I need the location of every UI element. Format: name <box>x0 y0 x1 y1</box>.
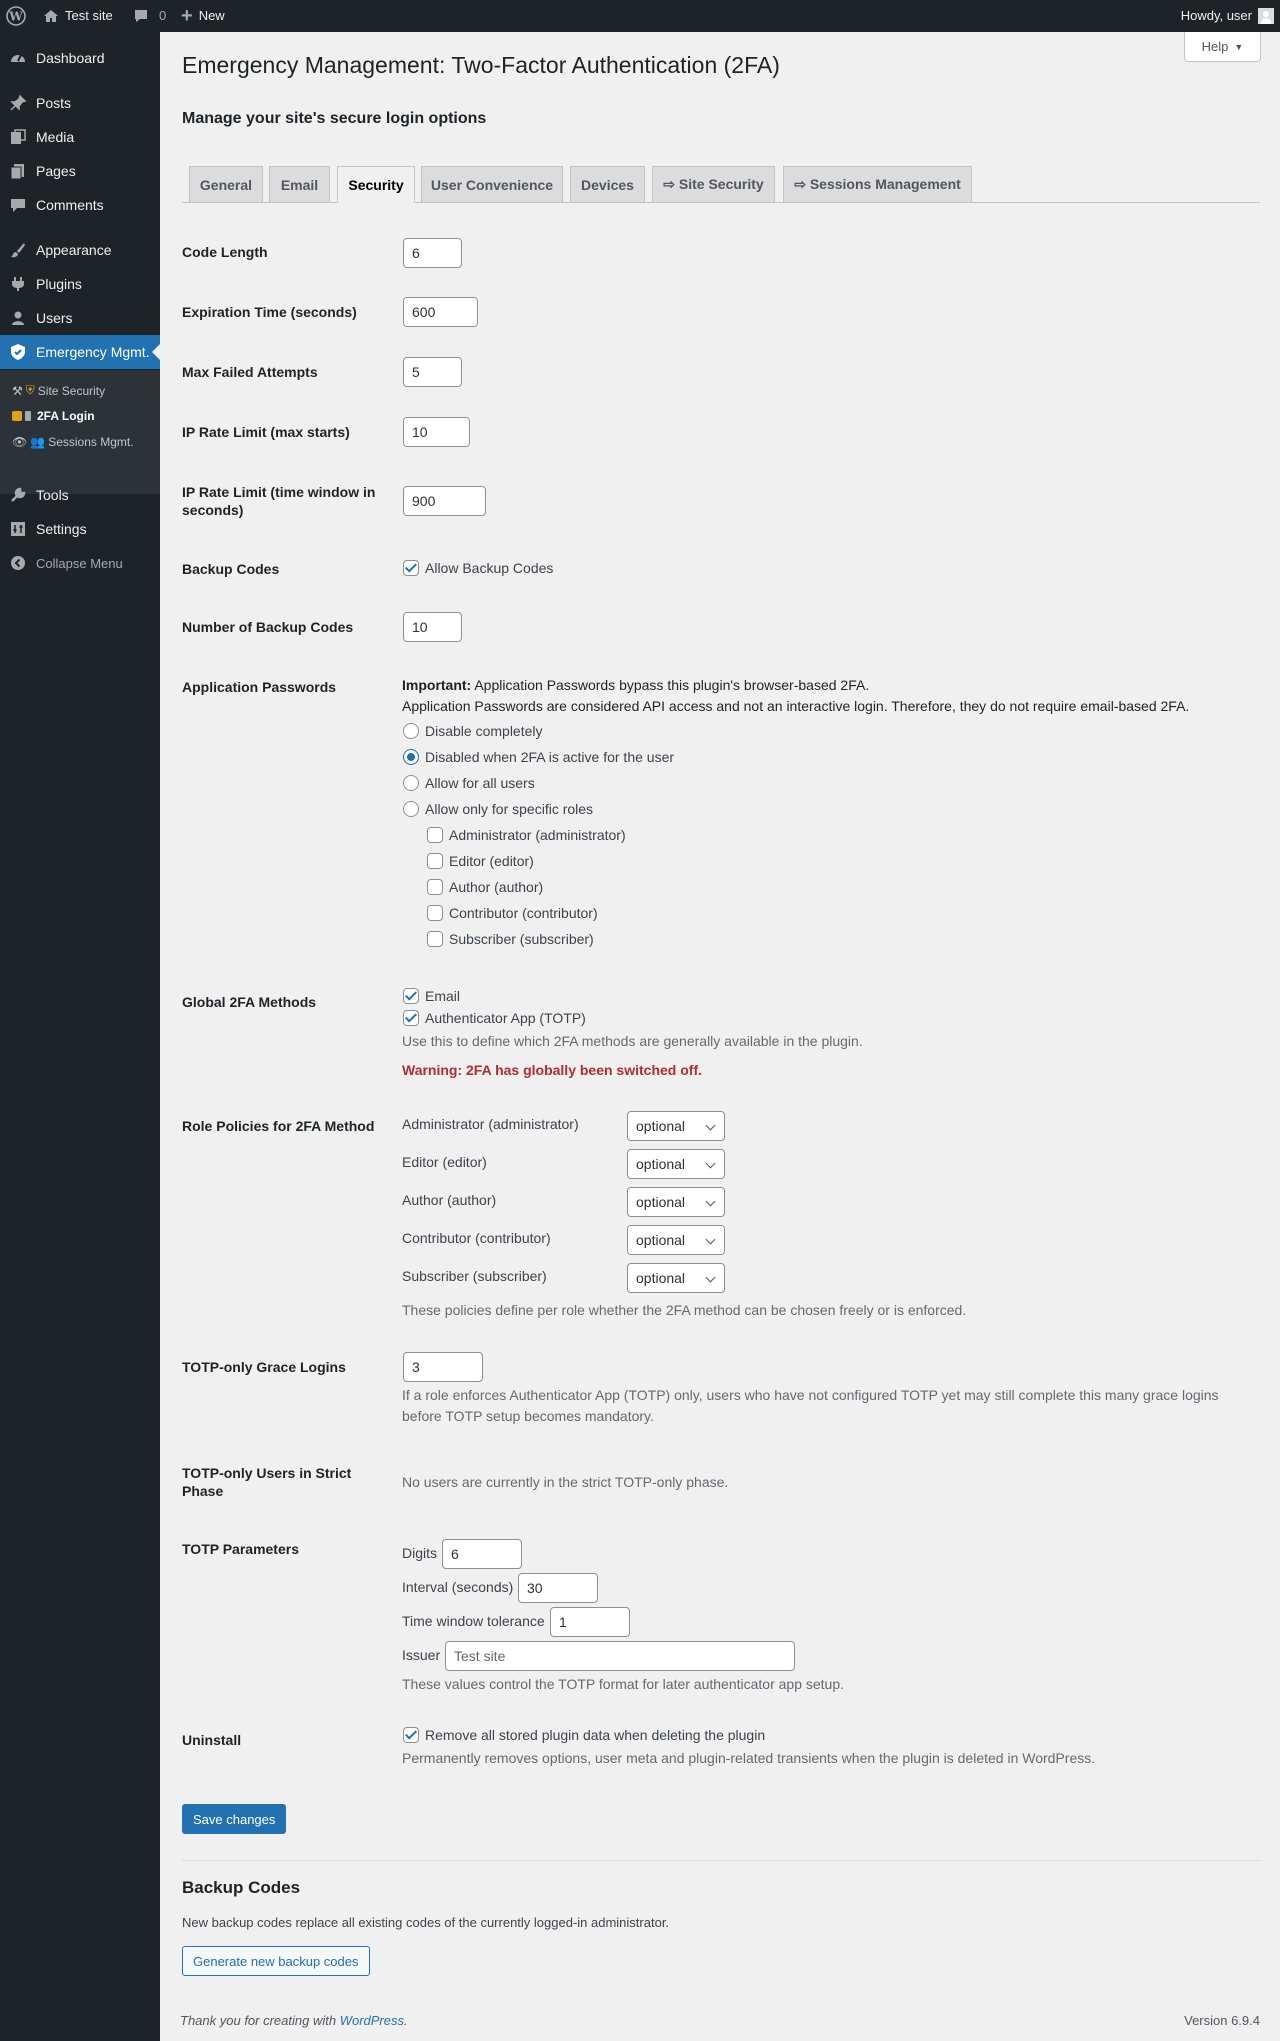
tolerance-input[interactable]: 1 <box>550 1607 630 1637</box>
important-text: Application Passwords bypass this plugin's browser-based 2FA. <box>471 677 870 693</box>
uninstall-checkbox-label: Remove all stored plugin data when deleting the plugin <box>425 1727 766 1743</box>
role-policies-desc: These policies define per role whether the 2FA method can be chosen freely or is enforced. <box>402 1302 967 1318</box>
tab-bar <box>182 166 1260 203</box>
ip-rate-window-input[interactable]: 900 <box>403 486 486 516</box>
new-content-link[interactable] <box>181 0 225 32</box>
digits-label: Digits <box>402 1545 438 1561</box>
strict-label-line2: Phase <box>182 1483 224 1500</box>
footer-version: Version 6.9.4 <box>1184 2013 1260 2028</box>
comments-link[interactable] <box>133 0 166 32</box>
code-length-input[interactable]: 6 <box>403 238 462 268</box>
menu-plugins[interactable] <box>0 267 160 301</box>
policy-select-editor[interactable]: optional <box>627 1149 725 1179</box>
svg-text:W: W <box>9 9 23 24</box>
code-length-label: Code Length <box>182 244 268 260</box>
app-passwords-note: Application Passwords are considered API access and not an interactive login. Therefore, they do not require email-based 2FA. <box>402 698 1190 714</box>
tab-general[interactable]: General <box>189 166 263 202</box>
radio-allow-specific-label: Allow only for specific roles <box>425 801 594 817</box>
footer-thanks <box>180 2013 408 2028</box>
menu-posts-label: Posts <box>36 95 72 111</box>
paintbrush-icon <box>0 241 36 259</box>
policy-role-subscriber: Subscriber (subscriber) <box>402 1268 547 1284</box>
totp-params-desc: These values control the TOTP format for later authenticator app setup. <box>402 1676 845 1692</box>
menu-tools-label: Tools <box>36 487 69 503</box>
menu-comments-label: Comments <box>36 197 104 213</box>
menu-appearance[interactable] <box>0 233 160 267</box>
save-changes-button[interactable]: Save changes <box>182 1804 286 1834</box>
role-checkbox-contributor[interactable] <box>427 905 443 921</box>
menu-media[interactable] <box>0 120 160 154</box>
tools-icon: ⚒ <box>12 383 23 398</box>
menu-emergency-mgmt[interactable] <box>0 335 160 369</box>
plugins-icon <box>0 275 36 293</box>
wordpress-link[interactable]: WordPress <box>339 2013 404 2028</box>
backup-codes-label: Backup Codes <box>182 561 280 577</box>
my-account-link[interactable] <box>1181 0 1274 32</box>
menu-appearance-label: Appearance <box>36 242 112 258</box>
menu-tools[interactable] <box>0 478 160 512</box>
tab-security[interactable]: Security <box>337 166 415 203</box>
wordpress-logo-icon[interactable] <box>6 0 26 32</box>
policy-select-contributor[interactable]: optional <box>627 1225 725 1255</box>
method-totp-checkbox[interactable] <box>403 1010 419 1026</box>
method-email-label: Email <box>425 988 461 1004</box>
menu-media-label: Media <box>36 129 75 145</box>
policy-select-author[interactable]: optional <box>627 1187 725 1217</box>
phone-icon <box>25 411 31 421</box>
submenu-sessions[interactable] <box>12 435 134 449</box>
role-checkbox-administrator-label: Administrator (administrator) <box>449 827 626 843</box>
comments-icon <box>0 196 36 214</box>
grace-logins-input[interactable]: 3 <box>403 1352 483 1382</box>
menu-dashboard[interactable] <box>0 41 160 75</box>
digits-input[interactable]: 6 <box>442 1539 522 1569</box>
help-button[interactable] <box>1184 32 1261 62</box>
media-icon <box>0 128 36 146</box>
uninstall-desc: Permanently removes options, user meta and plugin-related transients when the plugin is deleted in WordPress. <box>402 1750 1096 1766</box>
role-checkbox-contributor-label: Contributor (contributor) <box>449 905 598 921</box>
eye-icon: 👁 <box>12 435 28 449</box>
plus-icon: + <box>181 5 193 27</box>
page-subtitle: Manage your site's secure login options <box>182 110 487 127</box>
allow-backup-codes-checkbox[interactable] <box>403 560 419 576</box>
submenu-site-security[interactable] <box>12 383 105 398</box>
backup-codes-desc: New backup codes replace all existing codes of the currently logged-in administrator. <box>182 1915 670 1930</box>
submenu-sessions-label: Sessions Mgmt. <box>48 435 134 449</box>
collapse-menu-button[interactable] <box>0 546 160 580</box>
method-email-checkbox[interactable] <box>403 988 419 1004</box>
policy-select-administrator[interactable]: optional <box>627 1111 725 1141</box>
important-label: Important: <box>402 677 472 693</box>
radio-allow-all[interactable] <box>403 775 419 791</box>
settings-icon <box>0 520 36 538</box>
collapse-menu-label: Collapse Menu <box>36 555 123 571</box>
role-checkbox-author[interactable] <box>427 879 443 895</box>
comment-icon <box>133 8 149 24</box>
emergency-submenu <box>0 370 160 494</box>
tab-site-security[interactable]: ⇨ Site Security <box>652 166 775 202</box>
role-checkbox-author-label: Author (author) <box>449 879 544 895</box>
menu-comments[interactable] <box>0 188 160 222</box>
radio-allow-specific[interactable] <box>403 801 419 817</box>
footer-thanks-text: Thank you for creating with <box>180 2013 340 2028</box>
tab-devices[interactable]: Devices <box>570 166 645 202</box>
radio-disable-completely-label: Disable completely <box>425 723 543 739</box>
tolerance-label: Time window tolerance <box>402 1613 545 1629</box>
menu-settings[interactable] <box>0 512 160 546</box>
site-name: Test site <box>65 8 113 23</box>
menu-settings-label: Settings <box>36 521 87 537</box>
generate-backup-codes-button[interactable]: Generate new backup codes <box>182 1946 370 1976</box>
uninstall-label: Uninstall <box>182 1732 242 1748</box>
pushpin-icon <box>0 94 36 112</box>
ip-rate-limit-input[interactable]: 10 <box>403 417 470 447</box>
avatar <box>1258 8 1274 24</box>
radio-disabled-when-2fa[interactable] <box>403 749 419 765</box>
menu-pages-label: Pages <box>36 163 76 179</box>
admin-menu <box>0 32 160 2041</box>
page-title: Emergency Management: Two-Factor Authentication (2FA) <box>182 52 780 78</box>
ip-rate-limit-label: IP Rate Limit (max starts) <box>182 424 350 440</box>
radio-allow-all-label: Allow for all users <box>425 775 535 791</box>
shield-icon <box>0 343 36 361</box>
lock-icon <box>12 411 22 421</box>
issuer-label: Issuer <box>402 1647 441 1663</box>
wrench-icon <box>0 486 36 504</box>
strict-phase-label <box>182 1464 351 1500</box>
grace-desc-line2: before TOTP setup becomes mandatory. <box>402 1408 654 1424</box>
max-failed-input[interactable]: 5 <box>403 357 462 387</box>
ip-rate-window-label-line2: seconds) <box>182 502 244 519</box>
submenu-2fa-login[interactable] <box>12 409 95 423</box>
ip-rate-window-label-line1: IP Rate Limit (time window in <box>182 484 376 500</box>
app-passwords-label: Application Passwords <box>182 679 337 695</box>
num-backup-codes-label: Number of Backup Codes <box>182 619 354 635</box>
role-checkbox-editor-label: Editor (editor) <box>449 853 534 869</box>
totp-params-label: TOTP Parameters <box>182 1541 299 1557</box>
role-checkbox-administrator[interactable] <box>427 827 443 843</box>
uninstall-checkbox[interactable] <box>403 1727 419 1743</box>
tab-sessions-management[interactable]: ⇨ Sessions Management <box>783 166 972 202</box>
global-methods-label: Global 2FA Methods <box>182 994 317 1010</box>
grace-desc-line1: If a role enforces Authenticator App (TOTP) only, users who have not configured TOTP yet may still complete this many grace logins <box>402 1387 1219 1403</box>
policy-role-administrator: Administrator (administrator) <box>402 1116 579 1132</box>
collapse-icon <box>0 555 36 571</box>
comments-count: 0 <box>159 8 167 23</box>
policy-role-author: Author (author) <box>402 1192 497 1208</box>
expiration-input[interactable]: 600 <box>403 297 478 327</box>
expiration-label: Expiration Time (seconds) <box>182 304 357 320</box>
role-policies-label: Role Policies for 2FA Method <box>182 1118 375 1134</box>
menu-dashboard-label: Dashboard <box>36 50 105 66</box>
interval-input[interactable]: 30 <box>518 1573 598 1603</box>
policy-role-contributor: Contributor (contributor) <box>402 1230 551 1246</box>
site-name-link[interactable] <box>43 0 113 32</box>
max-failed-label: Max Failed Attempts <box>182 364 318 380</box>
admin-bar <box>0 0 1280 32</box>
policy-role-editor: Editor (editor) <box>402 1154 487 1170</box>
caret-down-icon: ▼ <box>1234 41 1244 52</box>
backup-codes-heading: Backup Codes <box>182 1878 301 1897</box>
app-passwords-important <box>402 677 869 693</box>
radio-disable-completely[interactable] <box>403 723 419 739</box>
submenu-2fa-login-label: 2FA Login <box>37 409 95 423</box>
pages-icon <box>0 162 36 180</box>
role-checkbox-subscriber-label: Subscriber (subscriber) <box>449 931 594 947</box>
tab-email[interactable]: Email <box>269 166 330 202</box>
grace-logins-desc <box>402 1385 1252 1427</box>
role-checkbox-editor[interactable] <box>427 853 443 869</box>
allow-backup-codes-label: Allow Backup Codes <box>425 560 554 576</box>
shield-emoji-icon: ⛨ <box>25 383 35 397</box>
users-icon <box>0 309 36 327</box>
strict-phase-text: No users are currently in the strict TOTP-only phase. <box>402 1474 729 1490</box>
menu-pages[interactable] <box>0 154 160 188</box>
menu-users[interactable] <box>0 301 160 335</box>
issuer-input[interactable]: Test site <box>445 1641 795 1671</box>
people-icon: 👥 <box>30 435 46 449</box>
global-methods-desc: Use this to define which 2FA methods are generally available in the plugin. <box>402 1033 863 1049</box>
policy-select-subscriber[interactable]: optional <box>627 1263 725 1293</box>
radio-disabled-when-2fa-label: Disabled when 2FA is active for the user <box>425 749 675 765</box>
strict-label-line1: TOTP-only Users in Strict <box>182 1465 352 1481</box>
2fa-off-warning: Warning: 2FA has globally been switched off. <box>402 1062 702 1078</box>
ip-rate-window-label <box>182 483 375 519</box>
dashboard-icon <box>0 49 36 67</box>
num-backup-codes-input[interactable]: 10 <box>403 612 462 642</box>
interval-label: Interval (seconds) <box>402 1579 514 1595</box>
divider <box>182 1860 1260 1861</box>
menu-emergency-label: Emergency Mgmt. <box>36 344 150 360</box>
grace-logins-label: TOTP-only Grace Logins <box>182 1359 346 1375</box>
menu-plugins-label: Plugins <box>36 276 82 292</box>
new-label: New <box>198 8 225 23</box>
footer-period: . <box>404 2013 408 2028</box>
help-label: Help <box>1201 39 1229 54</box>
home-icon <box>43 8 59 24</box>
tab-user-convenience[interactable]: User Convenience <box>421 166 563 202</box>
method-totp-label: Authenticator App (TOTP) <box>425 1010 586 1026</box>
menu-posts[interactable] <box>0 86 160 120</box>
menu-users-label: Users <box>36 310 73 326</box>
role-checkbox-subscriber[interactable] <box>427 931 443 947</box>
howdy-text: Howdy, user <box>1180 8 1252 23</box>
submenu-site-security-label: Site Security <box>37 383 106 398</box>
